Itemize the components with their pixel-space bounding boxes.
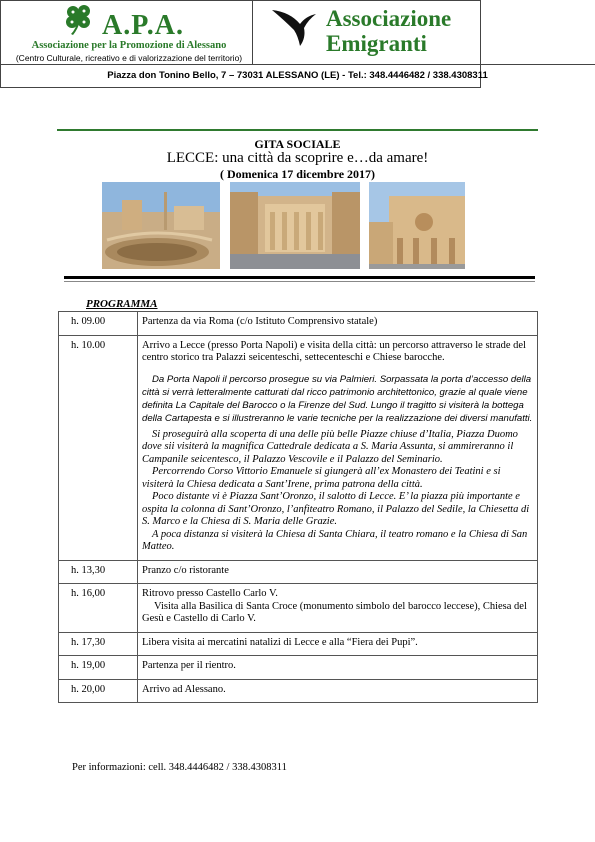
apa-description: (Centro Culturale, ricreativo e di valorizzazione del territorio) <box>15 53 243 63</box>
row-text: Ritrovo presso Castello Carlo V. <box>142 588 278 599</box>
row-details <box>138 335 538 560</box>
row-time: h. 09.00 <box>59 312 138 336</box>
programme-table <box>58 311 538 703</box>
row-text-continued: Visita alla Basilica di Santa Croce (monumento simbolo del barocco leccese), Chiesa del Gesù e Castello di Carlo V. <box>142 600 527 624</box>
event-title: LECCE: una città da scoprire e…da amare! <box>166 150 429 166</box>
table-row <box>59 656 538 680</box>
row-time: h. 16,00 <box>59 584 138 633</box>
amphitheatre-photo <box>102 182 220 269</box>
emigranti-title-line2: Emigranti <box>326 31 427 56</box>
table-row <box>59 584 538 633</box>
table-row <box>59 312 538 336</box>
row-text: Partenza per il rientro. <box>138 656 538 680</box>
row-time: h. 10.00 <box>59 335 138 560</box>
apa-subtitle: Associazione per la Promozione di Alessano <box>31 40 227 51</box>
header-address: Piazza don Tonino Bello, 7 – 73031 ALESSANO (LE) - Tel.: 348.4446482 / 338.4308311 <box>107 70 488 81</box>
event-label: GITA SOCIALE <box>254 137 341 151</box>
clover-logo-icon <box>62 2 96 36</box>
santa-croce-photo <box>369 182 465 269</box>
visit-paragraph-santa-chiara: A poca distanza si visiterà la Chiesa di Santa Chiara, il teatro romano e la Chiesa di San Matteo. <box>142 528 528 552</box>
table-row <box>59 632 538 656</box>
row-text: Partenza da via Roma (c/o Istituto Comprensivo statale) <box>138 312 538 336</box>
row-time: h. 19,00 <box>59 656 138 680</box>
row-text: Pranzo c/o ristorante <box>138 560 538 584</box>
row-time: h. 13,30 <box>59 560 138 584</box>
header-green-rule <box>57 129 538 131</box>
visit-paragraph-santoronzo: Poco distante vi è Piazza Sant’Oronzo, il salotto di Lecce. E’ la piazza più importante e ospita la colonna di Sant’Oronzo, l’anfiteatro Romano, il Palazzo del Sedile, la Chiesetta di S. Marco e la Chiesa di S. Maria delle Grazie. <box>142 491 530 527</box>
contact-info: Per informazioni: cell. 348.4446482 / 338.4308311 <box>72 762 287 773</box>
row-time: h. 17,30 <box>59 632 138 656</box>
letterhead <box>0 0 488 88</box>
piazza-duomo-photo <box>230 182 360 269</box>
visit-paragraph-teatini: Percorrendo Corso Vittorio Emanuele si giungerà all’ex Monastero dei Teatini e si visiterà la Chiesa dedicata a Sant’Irene, prima patrona della città. <box>142 466 501 490</box>
table-row <box>59 679 538 703</box>
row-text: Arrivo ad Alessano. <box>138 679 538 703</box>
emigranti-title-line1: Associazione <box>326 6 452 31</box>
divider-thin <box>64 281 535 282</box>
visit-paragraph-duomo: Si proseguirà alla scoperta di una delle più belle Piazze chiuse d’Italia, Piazza Duomo dove sii visiterà la magnifica Cattedrale dedicata a S. Maria Assunta, si ammireranno il Campanile seicentesco, il Palazzo Vescovile e il Palazzo del Seminario. <box>142 428 518 465</box>
visit-paragraph-porta-napoli: Da Porta Napoli il percorso prosegue su via Palmieri. Sorpassata la porta d’accesso della città si verrà letteralmente catturati dal ricco patrimonio architettonico, grazie al quale viene definita La Capitale del Barocco o la Firenze del Sud. Lungo il tragitto si visiterà la bottega della Cartapesta e si illustreranno le varie tecniche per la realizzazione dei diversi manufatti. <box>142 373 533 424</box>
header-divider-horizontal <box>0 64 595 65</box>
table-row <box>59 335 538 560</box>
row-time: h. 20,00 <box>59 679 138 703</box>
swallow-logo-icon <box>270 4 318 48</box>
apa-title: A.P.A. <box>102 10 184 41</box>
row-text: Libera visita ai mercatini natalizi di Lecce e alla “Fiera dei Pupi”. <box>138 632 538 656</box>
event-date: ( Domenica 17 dicembre 2017) <box>219 167 376 181</box>
divider-thick <box>64 276 535 279</box>
table-row <box>59 560 538 584</box>
visit-intro: Arrivo a Lecce (presso Porta Napoli) e visita della città: un percorso attraverso le strade del centro storico tra Palazzi seicenteschi, settecenteschi e Chiese barocche. <box>142 339 526 363</box>
row-details <box>138 584 538 633</box>
header-divider-vertical <box>252 0 253 64</box>
programme-heading: PROGRAMMA <box>86 298 158 310</box>
